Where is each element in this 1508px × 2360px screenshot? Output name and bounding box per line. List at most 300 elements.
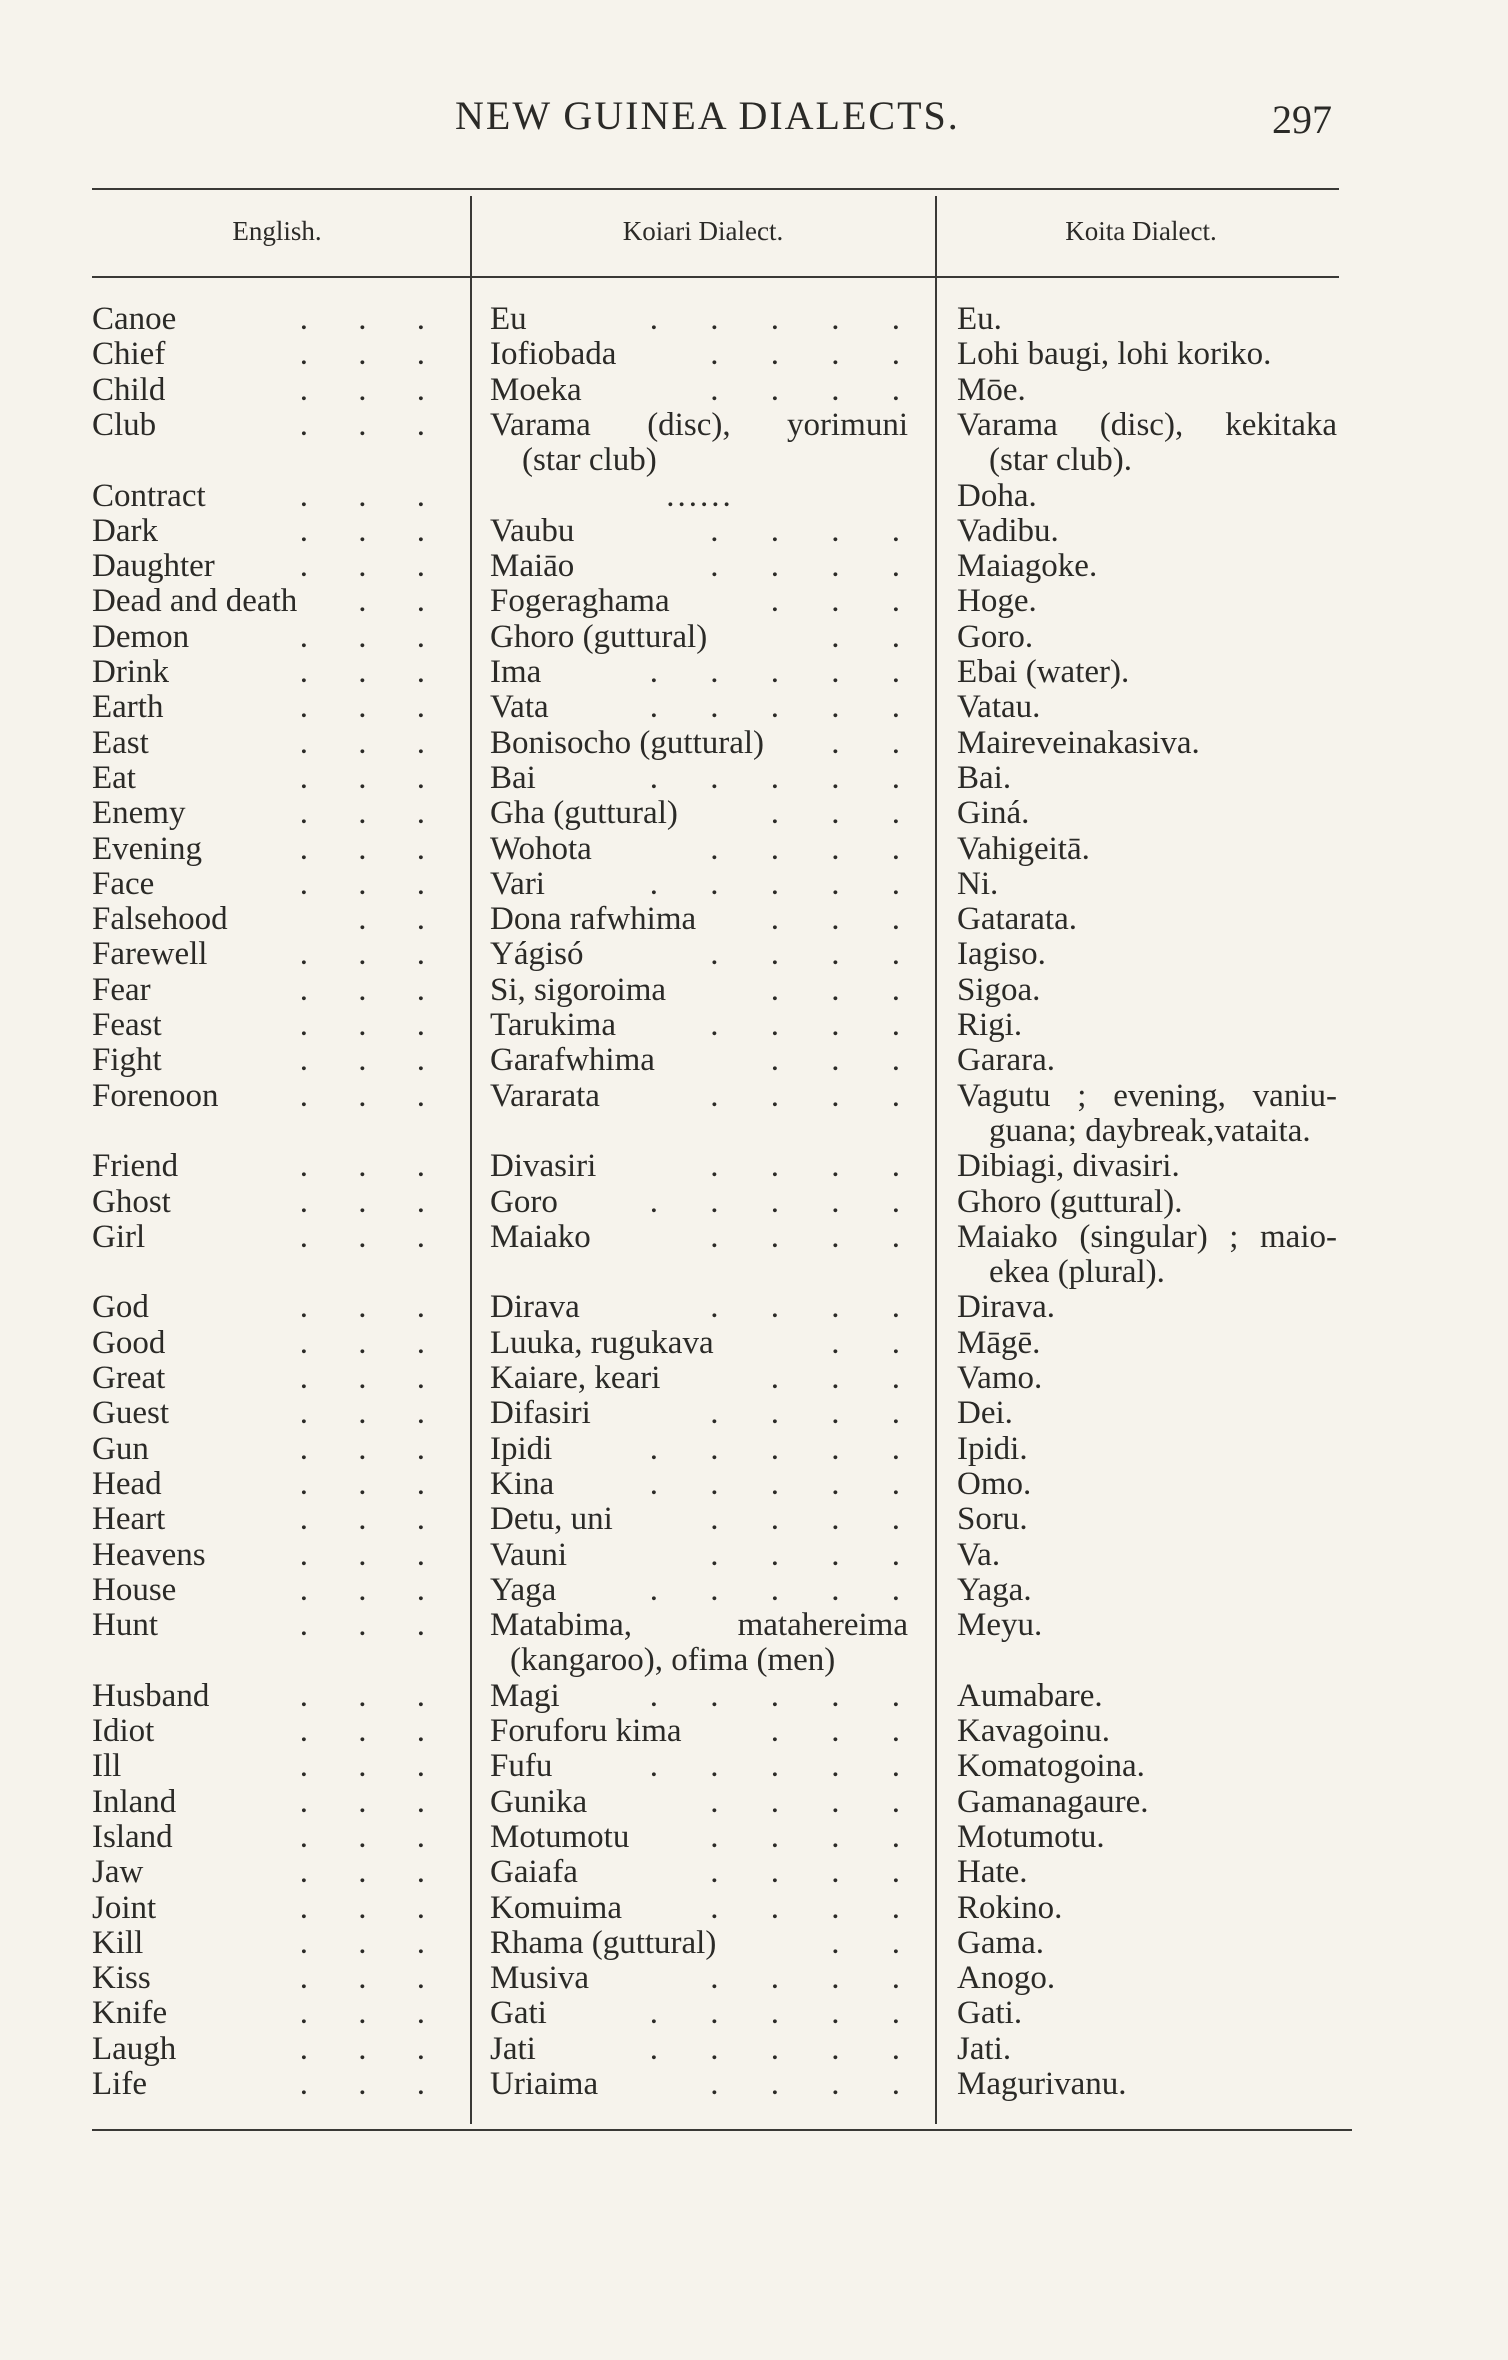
koita-word: Gatarata. xyxy=(957,901,1077,938)
koita-word: Varama (disc), kekitaka xyxy=(957,406,1337,443)
leader-dots: . . . . . xyxy=(649,1183,922,1220)
english-word: Falsehood xyxy=(92,902,228,938)
koita-cell xyxy=(957,549,1347,584)
leader-dots: . . xyxy=(358,902,446,938)
english-cell xyxy=(92,1996,452,2031)
english-word: East xyxy=(92,725,149,761)
koita-cell xyxy=(957,832,1347,867)
column-header-english: English. xyxy=(232,216,322,246)
koita-word: Garara. xyxy=(957,1042,1056,1079)
english-word: Idiot xyxy=(92,1714,155,1749)
english-cell xyxy=(92,1220,452,1255)
english-cell xyxy=(92,1326,452,1361)
leader-dots: . . . xyxy=(299,302,446,337)
leader-dots: . . . xyxy=(299,478,446,514)
english-cell xyxy=(92,479,452,514)
english-cell xyxy=(92,1079,452,1114)
koiari-word: Matabima, matahereima xyxy=(490,1607,908,1644)
koiari-word: Vauni xyxy=(490,1536,567,1573)
english-word: Hunt xyxy=(92,1608,158,1644)
koita-word: Gati. xyxy=(957,1995,1023,2032)
koita-cell xyxy=(957,1149,1347,1184)
leader-dots: . . . . xyxy=(710,548,922,585)
koita-cell xyxy=(957,302,1347,337)
koiari-word: Goro xyxy=(490,1183,558,1220)
koiari-word: Iofiobada xyxy=(490,336,617,373)
koiari-word: Detu, uni xyxy=(490,1501,613,1538)
koita-cell xyxy=(957,1891,1347,1926)
leader-dots: . . . xyxy=(299,1043,446,1079)
koita-word: Rokino. xyxy=(957,1889,1063,1926)
leader-dots: . . . xyxy=(299,513,446,549)
leader-dots: . . . . xyxy=(710,1536,922,1573)
english-cell xyxy=(92,2067,452,2102)
koiari-word: Kaiare, keari xyxy=(490,1360,661,1396)
leader-dots: . . . xyxy=(299,2031,446,2067)
leader-dots: . . . xyxy=(299,1502,446,1538)
english-word: Earth xyxy=(92,690,164,726)
koiari-cell xyxy=(490,618,922,655)
leader-dots: . . . . xyxy=(710,1077,922,1114)
english-cell xyxy=(92,655,452,690)
leader-dots: . . . . . xyxy=(649,301,922,337)
koita-word: Gamanagaure. xyxy=(957,1783,1149,1820)
koita-cell xyxy=(957,690,1347,725)
english-word: Heart xyxy=(92,1502,166,1538)
koita-word: Hate. xyxy=(957,1854,1028,1891)
leader-dots: . . . xyxy=(299,1608,446,1644)
koita-word: Aumabare. xyxy=(957,1677,1103,1714)
koiari-cell xyxy=(490,971,922,1008)
koita-word: Dei. xyxy=(957,1395,1013,1432)
english-cell xyxy=(92,514,452,549)
koiari-cell xyxy=(490,1430,922,1467)
english-word: Farewell xyxy=(92,937,208,973)
koiari-cell xyxy=(490,2066,922,2102)
english-cell xyxy=(92,1961,452,1996)
english-cell xyxy=(92,1926,452,1961)
koita-word: Magurivanu. xyxy=(957,2066,1127,2102)
leader-dots: . . . . . xyxy=(649,1430,922,1467)
english-word: Dead and death xyxy=(92,584,298,620)
koita-cell xyxy=(957,902,1347,937)
koita-cell xyxy=(957,1185,1347,1220)
english-word: God xyxy=(92,1290,149,1326)
koita-word: Bai. xyxy=(957,759,1012,796)
koita-word: Maireveinakasiva. xyxy=(957,724,1200,761)
leader-dots: . . xyxy=(831,618,922,655)
koiari-cell xyxy=(490,1889,922,1926)
leader-dots: . . . xyxy=(299,972,446,1008)
english-cell xyxy=(92,1008,452,1043)
koiari-cell xyxy=(490,1395,922,1432)
koita-cell xyxy=(957,796,1347,831)
koita-cell xyxy=(957,1290,1347,1325)
koiari-word: Jati xyxy=(490,2030,536,2067)
english-cell xyxy=(92,973,452,1008)
leader-dots: . . . xyxy=(299,1537,446,1573)
koiari-word: Musiva xyxy=(490,1960,589,1997)
english-word: Jaw xyxy=(92,1855,144,1891)
leader-dots: . . . . xyxy=(710,1960,922,1997)
english-word: Evening xyxy=(92,831,202,867)
english-cell xyxy=(92,1149,452,1184)
english-word: Kill xyxy=(92,1925,144,1961)
english-word: Demon xyxy=(92,619,190,655)
koiari-cell xyxy=(490,865,922,902)
koita-word: Ipidi. xyxy=(957,1430,1028,1467)
koiari-cell xyxy=(490,1148,922,1185)
koiari-word: Ghoro (guttural) xyxy=(490,618,708,655)
koita-cell xyxy=(957,408,1347,478)
leader-dots: . . . xyxy=(299,2067,446,2102)
leader-dots: . . . xyxy=(299,1855,446,1891)
koiari-cell xyxy=(490,1324,922,1361)
koiari-cell xyxy=(490,408,910,478)
koiari-cell xyxy=(490,1818,922,1855)
english-word: Kiss xyxy=(92,1961,151,1997)
koiari-word: Yágisó xyxy=(490,936,584,973)
koita-word: Meyu. xyxy=(957,1607,1043,1644)
koiari-word: Komuima xyxy=(490,1889,622,1926)
english-word: Guest xyxy=(92,1396,169,1432)
koiari-cell xyxy=(490,1501,922,1538)
koita-word: Va. xyxy=(957,1536,1001,1573)
koita-cell xyxy=(957,1432,1347,1467)
english-cell xyxy=(92,832,452,867)
leader-dots: . . . . xyxy=(710,1854,922,1891)
english-cell xyxy=(92,1855,452,1890)
koita-word: Vagutu ; evening, vaniu- xyxy=(957,1077,1337,1114)
koiari-cell xyxy=(490,1748,922,1785)
koiari-cell xyxy=(490,1783,922,1820)
koiari-cell xyxy=(490,830,922,867)
running-title: NEW GUINEA DIALECTS. xyxy=(455,93,960,138)
koiari-word: Motumotu xyxy=(490,1818,630,1855)
leader-dots: . . xyxy=(831,1324,922,1361)
leader-dots: . . . . . xyxy=(649,689,922,726)
leader-dots: . . . . . xyxy=(649,654,922,690)
koiari-cell xyxy=(490,1995,922,2032)
leader-dots: . . . . . xyxy=(649,1748,922,1785)
leader-dots: . . . . xyxy=(710,936,922,973)
leader-dots: . . . xyxy=(299,690,446,726)
english-word: Child xyxy=(92,372,166,408)
english-cell xyxy=(92,1043,452,1078)
koiari-cell xyxy=(490,1465,922,1502)
leader-dots: . . . . xyxy=(710,1889,922,1926)
leader-dots: . . . xyxy=(770,1042,922,1079)
leader-dots: . . . xyxy=(299,655,446,690)
english-cell xyxy=(92,690,452,725)
koita-cell xyxy=(957,1996,1347,2031)
koita-cell xyxy=(957,620,1347,655)
leader-dots: . . . xyxy=(299,1819,446,1855)
english-cell xyxy=(92,1467,452,1502)
english-cell xyxy=(92,937,452,972)
leader-dots: . . . xyxy=(299,1466,446,1502)
koiari-word: Si, sigoroima xyxy=(490,971,667,1008)
leader-dots: . . . . xyxy=(710,512,922,549)
koiari-cell xyxy=(490,1042,922,1079)
koiari-word: Magi xyxy=(490,1677,560,1714)
koita-cell xyxy=(957,761,1347,796)
english-word: Ill xyxy=(92,1749,122,1785)
leader-dots: . . . xyxy=(299,337,446,373)
koiari-word: Foruforu kima xyxy=(490,1713,682,1749)
koita-cell xyxy=(957,2032,1347,2067)
leader-dots: . . . xyxy=(299,760,446,796)
leader-dots: . . . . . xyxy=(649,1677,922,1714)
koita-cell xyxy=(957,1820,1347,1855)
koiari-cell xyxy=(490,1854,922,1891)
leader-dots: . . . . xyxy=(710,1501,922,1538)
koita-word: Eu. xyxy=(957,301,1002,337)
english-word: Chief xyxy=(92,337,166,373)
english-cell xyxy=(92,867,452,902)
leader-dots: . . . xyxy=(299,1396,446,1432)
english-cell xyxy=(92,373,452,408)
leader-dots: . . . . xyxy=(710,1289,922,1326)
english-cell xyxy=(92,1891,452,1926)
english-cell xyxy=(92,902,452,937)
koiari-word-continued: (kangaroo), ofima (men) xyxy=(510,1642,836,1679)
leader-dots: . . . . . xyxy=(649,759,922,796)
koiari-cell xyxy=(490,689,922,726)
english-cell xyxy=(92,1538,452,1573)
english-cell xyxy=(92,1749,452,1784)
english-cell xyxy=(92,1714,452,1749)
koiari-word: Vaubu xyxy=(490,512,575,549)
english-cell xyxy=(92,549,452,584)
leader-dots: . . . . xyxy=(710,1818,922,1855)
koiari-word: Ima xyxy=(490,654,542,690)
koiari-cell xyxy=(490,336,922,373)
english-cell xyxy=(92,1502,452,1537)
koita-cell xyxy=(957,2067,1347,2102)
koita-word: Komatogoina. xyxy=(957,1748,1145,1785)
koita-cell xyxy=(957,1361,1347,1396)
koiari-word: Vararata xyxy=(490,1077,600,1114)
english-word: Good xyxy=(92,1325,166,1361)
koiari-cell xyxy=(490,1360,922,1396)
koita-word: Vamo. xyxy=(957,1360,1043,1396)
leader-dots: . . . xyxy=(299,1325,446,1361)
koita-word: Goro. xyxy=(957,618,1034,655)
leader-dots: . . . . xyxy=(710,1148,922,1185)
english-cell xyxy=(92,1185,452,1220)
koiari-cell xyxy=(490,1608,910,1678)
koiari-word: Fufu xyxy=(490,1748,553,1785)
leader-dots: . . . xyxy=(299,549,446,585)
english-word: Forenoon xyxy=(92,1078,219,1114)
koiari-word: Gati xyxy=(490,1995,547,2032)
leader-dots: . . . xyxy=(299,1961,446,1997)
english-word: Fight xyxy=(92,1043,162,1079)
leader-dots: . . . xyxy=(299,372,446,408)
english-word: Husband xyxy=(92,1678,210,1714)
leader-dots: . . . xyxy=(299,1078,446,1114)
koiari-word: Kina xyxy=(490,1465,555,1502)
koiari-cell xyxy=(490,1713,922,1749)
koiari-word: Uriaima xyxy=(490,2066,599,2102)
koiari-cell xyxy=(490,1077,922,1114)
koiari-cell xyxy=(490,1218,922,1255)
leader-dots: . . . xyxy=(299,407,446,443)
english-word: House xyxy=(92,1572,177,1608)
leader-dots: . . . xyxy=(299,1890,446,1926)
english-cell xyxy=(92,302,452,337)
koiari-cell xyxy=(490,512,922,549)
koiari-word: Difasiri xyxy=(490,1395,591,1432)
koita-word: Ebai (water). xyxy=(957,654,1130,690)
leader-dots: . . . . xyxy=(710,1783,922,1820)
english-word: Ghost xyxy=(92,1184,171,1220)
leader-dots: . . . . . xyxy=(649,1571,922,1608)
koita-word: Gama. xyxy=(957,1924,1045,1961)
english-word: Eat xyxy=(92,760,136,796)
koiari-word: Ipidi xyxy=(490,1430,553,1467)
koiari-cell xyxy=(490,2030,922,2067)
koita-cell xyxy=(957,514,1347,549)
leader-dots: . . . xyxy=(299,1572,446,1608)
leader-dots: . . . . . xyxy=(649,1465,922,1502)
koita-cell xyxy=(957,1573,1347,1608)
koita-cell xyxy=(957,973,1347,1008)
english-word: Inland xyxy=(92,1784,177,1820)
english-word: Contract xyxy=(92,478,206,514)
leader-dots: . . . xyxy=(299,1361,446,1396)
leader-dots: . . . . xyxy=(710,1395,922,1432)
leader-dots: . . xyxy=(831,724,922,761)
leader-dots: . . . xyxy=(299,866,446,902)
leader-dots: . . . . xyxy=(710,1218,922,1255)
english-word: Canoe xyxy=(92,302,177,337)
koita-word: Motumotu. xyxy=(957,1818,1105,1855)
english-cell xyxy=(92,1290,452,1325)
leader-dots: . . . xyxy=(299,1925,446,1961)
koita-word: Dirava. xyxy=(957,1289,1056,1326)
koita-word-continued: ekea (plural). xyxy=(989,1253,1165,1290)
koita-cell xyxy=(957,1326,1347,1361)
koiari-cell xyxy=(490,936,922,973)
koita-word: Vatau. xyxy=(957,689,1041,726)
koiari-cell xyxy=(490,301,922,337)
koita-cell xyxy=(957,1961,1347,1996)
english-cell xyxy=(92,1820,452,1855)
koiari-word: Tarukima xyxy=(490,1007,616,1043)
koiari-word: Yaga xyxy=(490,1571,557,1608)
koita-word: Soru. xyxy=(957,1501,1028,1538)
koita-cell xyxy=(957,479,1347,514)
koita-word: Maiako (singular) ; maio- xyxy=(957,1218,1337,1255)
koita-word: Kavagoinu. xyxy=(957,1713,1111,1749)
koiari-word: Divasiri xyxy=(490,1148,597,1185)
english-cell xyxy=(92,1679,452,1714)
leader-dots: . . . xyxy=(299,725,446,761)
koita-word: Sigoa. xyxy=(957,971,1041,1008)
koiari-word: Rhama (guttural) xyxy=(490,1924,717,1961)
koita-cell xyxy=(957,867,1347,902)
koiari-word: Dirava xyxy=(490,1289,580,1326)
koita-cell xyxy=(957,1714,1347,1749)
leader-dots: . . . xyxy=(770,1360,922,1396)
english-word: Feast xyxy=(92,1008,162,1043)
english-cell xyxy=(92,337,452,372)
leader-dots: . . . . xyxy=(710,1007,922,1043)
leader-dots: . . . . . xyxy=(649,1995,922,2032)
koita-word: Maiagoke. xyxy=(957,548,1098,585)
koita-cell xyxy=(957,1079,1347,1149)
leader-dots: . . . xyxy=(299,1996,446,2032)
koita-cell xyxy=(957,373,1347,408)
koiari-word: Bonisocho (guttural) xyxy=(490,724,765,761)
koita-word: Vahigeitā. xyxy=(957,830,1090,867)
leader-dots: . . xyxy=(358,584,446,620)
koiari-cell xyxy=(490,1677,922,1714)
koita-word-continued: guana; daybreak,vataita. xyxy=(989,1112,1311,1149)
koita-cell xyxy=(957,1008,1347,1043)
leader-dots: . . . xyxy=(299,1008,446,1043)
english-word: Enemy xyxy=(92,796,186,832)
koiari-cell xyxy=(490,583,922,620)
leader-dots: . . . . . xyxy=(649,865,922,902)
koita-cell xyxy=(957,1396,1347,1431)
english-word: Heavens xyxy=(92,1537,206,1573)
koita-cell xyxy=(957,1043,1347,1078)
leader-dots: . . . xyxy=(299,1184,446,1220)
koita-cell xyxy=(957,1502,1347,1537)
koita-cell xyxy=(957,1926,1347,1961)
koita-cell xyxy=(957,937,1347,972)
english-cell xyxy=(92,2032,452,2067)
english-word: Daughter xyxy=(92,549,215,585)
koita-word: Māgē. xyxy=(957,1324,1041,1361)
english-cell xyxy=(92,620,452,655)
koiari-cell xyxy=(490,1571,922,1608)
koiari-cell xyxy=(490,795,922,832)
english-cell xyxy=(92,726,452,761)
koiari-cell xyxy=(490,1960,922,1997)
koiari-word: Moeka xyxy=(490,371,582,408)
koita-word: Anogo. xyxy=(957,1960,1056,1997)
koita-cell xyxy=(957,1538,1347,1573)
koita-word: Ni. xyxy=(957,865,999,902)
koita-word: Jati. xyxy=(957,2030,1012,2067)
english-word: Joint xyxy=(92,1890,157,1926)
koiari-word: Gha (guttural) xyxy=(490,795,678,832)
koiari-word: Maiāo xyxy=(490,548,575,585)
leader-dots: . . . . . xyxy=(649,2030,922,2067)
leader-dots: . . . xyxy=(299,937,446,973)
koiari-word: Maiako xyxy=(490,1218,591,1255)
koiari-word: Gaiafa xyxy=(490,1854,578,1891)
koita-word: Iagiso. xyxy=(957,936,1046,973)
koita-word: Vadibu. xyxy=(957,512,1059,549)
koita-cell xyxy=(957,1855,1347,1890)
leader-dots: . . . xyxy=(299,831,446,867)
page-number: 297 xyxy=(1272,97,1332,142)
column-header-koita: Koita Dialect. xyxy=(1065,216,1217,246)
english-word: Girl xyxy=(92,1219,146,1255)
koita-cell xyxy=(957,1467,1347,1502)
english-cell xyxy=(92,1608,452,1643)
english-cell xyxy=(92,1573,452,1608)
koita-word: Hoge. xyxy=(957,583,1037,620)
leader-dots: . . . xyxy=(299,1678,446,1714)
koiari-cell xyxy=(490,371,922,408)
leader-dots: . . . xyxy=(299,1431,446,1467)
